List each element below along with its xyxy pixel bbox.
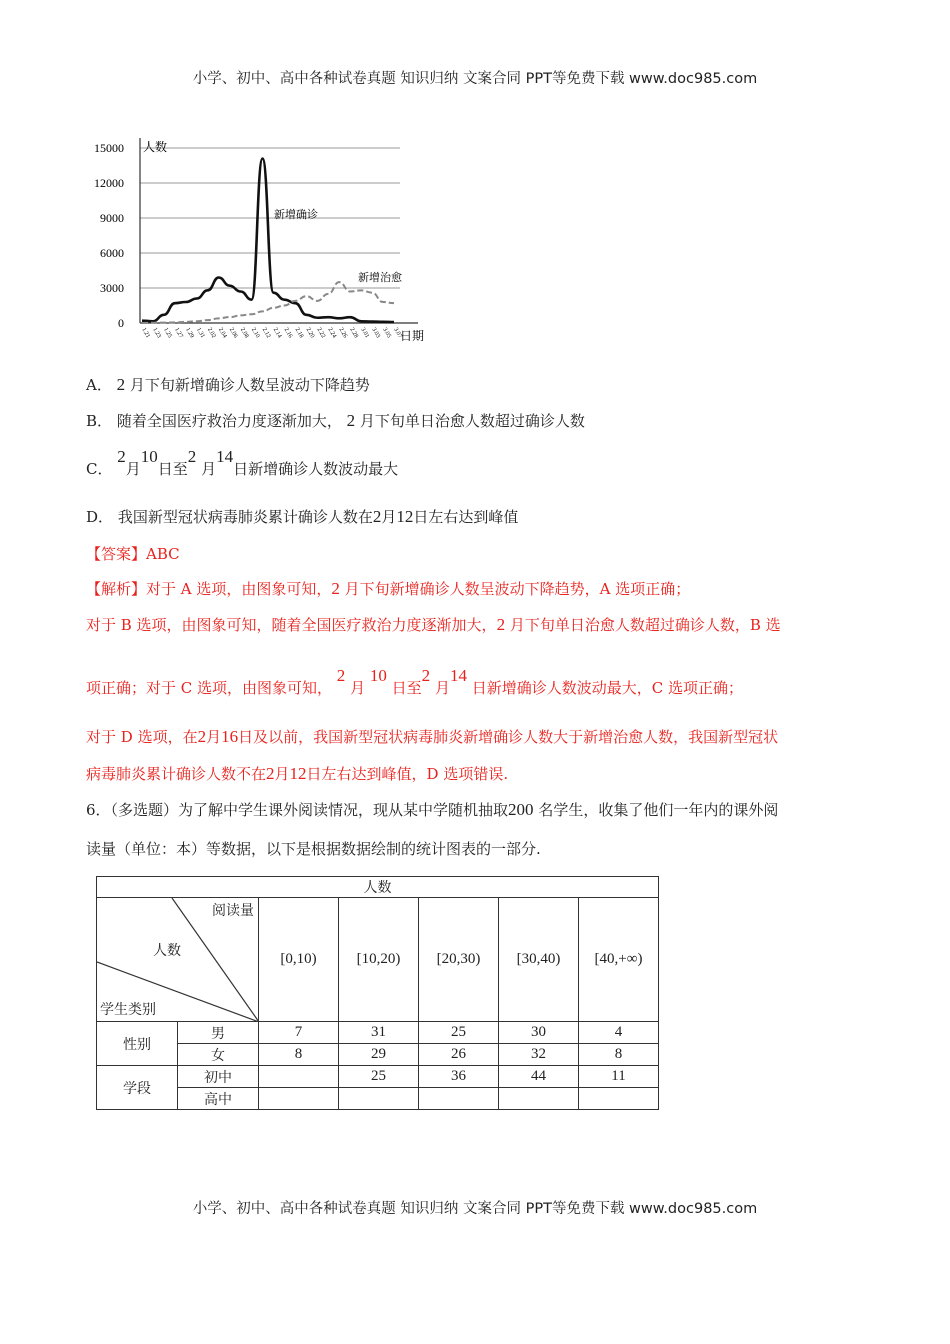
group-label: 学段	[97, 1066, 178, 1110]
table-title: 人数	[97, 877, 659, 898]
x-tick-label: 3.03	[370, 327, 381, 340]
analysis-line-2: 对于 B 选项，由图象可知，随着全国医疗救治力度逐渐加大，2 月下旬单日治愈人数超过确诊人数，B 选	[86, 615, 781, 634]
analysis-line-4: 对于 D 选项，在2月16日及以前，我国新型冠状病毒肺炎新增确诊人数大于新增治愈人数，我国新型冠状	[86, 727, 779, 746]
x-tick-label: 3.05	[381, 327, 392, 340]
question-6-line-2: 读量（单位：本）等数据，以下是根据数据绘制的统计图表的一部分.	[86, 840, 541, 858]
x-tick-label: 1.31	[195, 327, 206, 340]
row-label: 男	[178, 1022, 259, 1044]
epidemic-line-chart	[80, 130, 440, 350]
x-tick-label: 2.18	[293, 327, 305, 340]
cell	[579, 1088, 659, 1110]
question-6-line-1: 6．（多选题）为了解中学生课外阅读情况，现从某中学随机抽取200 名学生，收集了他们一年内的课外阅	[86, 800, 779, 819]
row-label: 初中	[178, 1066, 259, 1088]
group-label: 性别	[97, 1022, 178, 1066]
option-a: A． 2 月下旬新增确诊人数呈波动下降趋势	[86, 375, 370, 394]
x-tick-label: 2.04	[216, 327, 228, 340]
y-tick-label: 15000	[94, 141, 124, 155]
cell: 29	[339, 1044, 419, 1066]
x-tick-label: 1.23	[151, 327, 162, 340]
cell	[339, 1088, 419, 1110]
table-row	[97, 1066, 659, 1088]
x-axis-label: 日期	[400, 329, 425, 343]
row-label: 女	[178, 1044, 259, 1066]
y-tick-label: 12000	[94, 176, 124, 190]
table-row	[97, 1022, 659, 1044]
analysis-line-3: 项正确；对于 C 选项，由图象可知， 2 月 10 日至2 月14 日新增确诊人数波动最大，C 选项正确；	[86, 666, 743, 697]
answer: 【答案】ABC	[86, 545, 180, 563]
x-tick-label: 2.16	[282, 327, 294, 340]
analysis-line-5: 病毒肺炎累计确诊人数不在2月12日左右达到峰值，D 选项错误.	[86, 764, 509, 783]
cell: 32	[499, 1044, 579, 1066]
cell: 25	[339, 1066, 419, 1088]
x-tick-label: 3.01	[359, 327, 370, 340]
x-tick-label: 2.06	[227, 327, 239, 340]
cell: 8	[259, 1044, 339, 1066]
reading-table	[96, 876, 659, 1110]
cell: 8	[579, 1044, 659, 1066]
page-footer: 小学、初中、高中各种试卷真题 知识归纳 文案合同 PPT等免费下载 www.doc985.com	[192, 1201, 758, 1217]
y-tick-label: 9000	[100, 211, 124, 225]
cell: 7	[259, 1022, 339, 1044]
corner-mid-label: 人数	[153, 943, 181, 959]
x-tick-label: 2.12	[260, 327, 272, 340]
cell: 30	[499, 1022, 579, 1044]
diagonal-header-cell	[97, 898, 259, 1022]
x-tick-label: 1.25	[162, 327, 173, 340]
x-tick-label: 2.26	[337, 327, 348, 340]
row-label: 高中	[178, 1088, 259, 1110]
x-tick-label: 2.28	[348, 327, 359, 340]
y-axis-label: 人数	[143, 140, 168, 154]
cell	[419, 1088, 499, 1110]
corner-top-label: 阅读量	[212, 903, 254, 919]
cell: 44	[499, 1066, 579, 1088]
col-header: [30,40)	[499, 898, 579, 1022]
x-tick-label: 1.21	[140, 327, 151, 340]
option-d: D． 我国新型冠状病毒肺炎累计确诊人数在2月12日左右达到峰值	[86, 507, 519, 526]
x-tick-label: 1.27	[173, 327, 184, 340]
table-row	[97, 1044, 659, 1066]
cell: 25	[419, 1022, 499, 1044]
page-header: 小学、初中、高中各种试卷真题 知识归纳 文案合同 PPT等免费下载 www.doc985.com	[192, 71, 758, 87]
cell: 4	[579, 1022, 659, 1044]
series-label-cured: 新增治愈	[358, 272, 402, 284]
cell: 36	[419, 1066, 499, 1088]
x-tick-label: 2.24	[326, 327, 337, 340]
x-tick-label: 1.29	[184, 327, 195, 340]
cell	[259, 1088, 339, 1110]
x-tick-label: 2.10	[249, 327, 261, 340]
series-label-confirmed: 新增确诊	[274, 209, 318, 221]
x-tick-label: 3.07	[392, 327, 403, 340]
option-c: C． 2月10日至2 月14日新增确诊人数波动最大	[86, 447, 399, 478]
x-tick-label: 2.22	[315, 327, 327, 340]
cell	[499, 1088, 579, 1110]
col-header: [10,20)	[339, 898, 419, 1022]
col-header: [20,30)	[419, 898, 499, 1022]
option-b: B． 随着全国医疗救治力度逐渐加大， 2 月下旬单日治愈人数超过确诊人数	[86, 411, 585, 430]
table-row	[97, 1088, 659, 1110]
col-header: [0,10)	[259, 898, 339, 1022]
x-tick-label: 2.08	[238, 327, 250, 340]
analysis-line-1: 【解析】对于 A 选项，由图象可知，2 月下旬新增确诊人数呈波动下降趋势，A 选项正确；	[86, 579, 691, 598]
cell: 11	[579, 1066, 659, 1088]
cell	[259, 1066, 339, 1088]
y-tick-label: 0	[118, 316, 124, 330]
corner-bottom-label: 学生类别	[100, 1002, 156, 1018]
x-tick-label: 2.14	[271, 327, 283, 340]
x-tick-label: 2.02	[206, 327, 217, 340]
cell: 31	[339, 1022, 419, 1044]
y-tick-label: 6000	[100, 246, 124, 260]
cell: 26	[419, 1044, 499, 1066]
x-tick-label: 2.20	[304, 327, 316, 340]
y-tick-label: 3000	[100, 281, 124, 295]
col-header: [40,+∞)	[579, 898, 659, 1022]
